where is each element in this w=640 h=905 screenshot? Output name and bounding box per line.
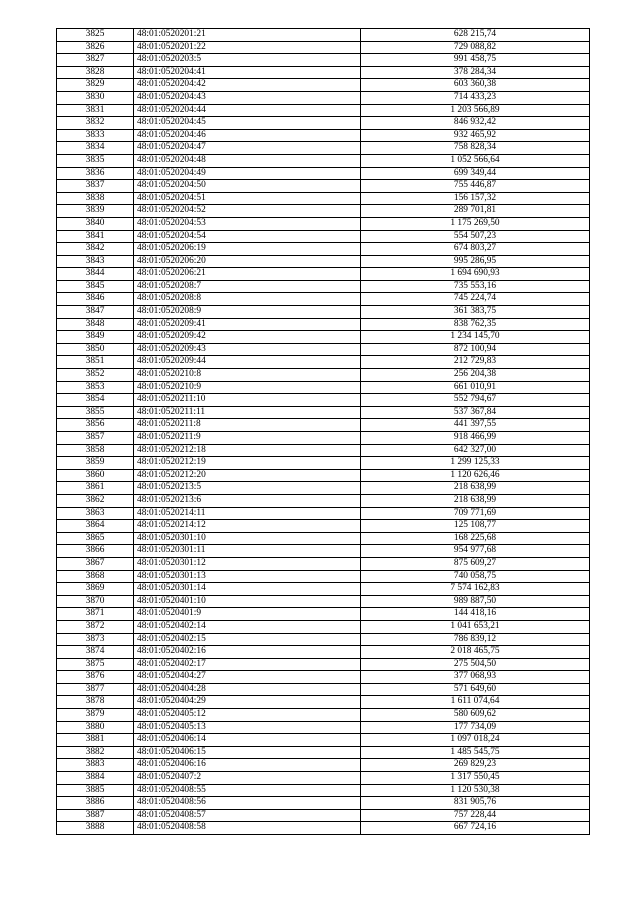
table-body xyxy=(57,29,590,835)
row-number-cell: 3847 xyxy=(57,306,134,319)
cadastral-number-cell: 48:01:0520301:14 xyxy=(134,583,361,596)
row-number-cell: 3873 xyxy=(57,633,134,646)
table-row xyxy=(57,646,590,659)
cadastral-value-cell: 758 828,34 xyxy=(361,142,590,155)
table-row xyxy=(57,41,590,54)
cadastral-value-cell: 218 638,99 xyxy=(361,482,590,495)
cadastral-number-cell: 48:01:0520211:9 xyxy=(134,432,361,445)
cadastral-number-cell: 48:01:0520204:53 xyxy=(134,217,361,230)
table-row xyxy=(57,759,590,772)
cadastral-value-cell: 377 068,93 xyxy=(361,671,590,684)
row-number-cell: 3882 xyxy=(57,746,134,759)
cadastral-number-cell: 48:01:0520402:17 xyxy=(134,658,361,671)
cadastral-value-cell: 603 360,38 xyxy=(361,79,590,92)
cadastral-value-cell: 1 097 018,24 xyxy=(361,734,590,747)
cadastral-value-cell: 441 397,55 xyxy=(361,419,590,432)
table-row xyxy=(57,557,590,570)
table-row xyxy=(57,595,590,608)
cadastral-number-cell: 48:01:0520214:12 xyxy=(134,520,361,533)
table-row xyxy=(57,54,590,67)
row-number-cell: 3830 xyxy=(57,91,134,104)
table-row xyxy=(57,772,590,785)
cadastral-number-cell: 48:01:0520204:44 xyxy=(134,104,361,117)
cadastral-number-cell: 48:01:0520405:13 xyxy=(134,721,361,734)
cadastral-value-cell: 212 729,83 xyxy=(361,356,590,369)
table-row xyxy=(57,369,590,382)
cadastral-number-cell: 48:01:0520402:15 xyxy=(134,633,361,646)
table-row xyxy=(57,469,590,482)
row-number-cell: 3835 xyxy=(57,154,134,167)
table-row xyxy=(57,104,590,117)
cadastral-number-cell: 48:01:0520208:8 xyxy=(134,293,361,306)
row-number-cell: 3866 xyxy=(57,545,134,558)
table-row xyxy=(57,29,590,42)
cadastral-number-cell: 48:01:0520408:58 xyxy=(134,822,361,835)
cadastral-value-cell: 177 734,09 xyxy=(361,721,590,734)
cadastral-value-cell: 699 349,44 xyxy=(361,167,590,180)
cadastral-value-cell: 714 433,23 xyxy=(361,91,590,104)
cadastral-number-cell: 48:01:0520211:10 xyxy=(134,394,361,407)
table-row xyxy=(57,746,590,759)
row-number-cell: 3869 xyxy=(57,583,134,596)
cadastral-value-cell: 995 286,95 xyxy=(361,255,590,268)
row-number-cell: 3856 xyxy=(57,419,134,432)
row-number-cell: 3834 xyxy=(57,142,134,155)
table-row xyxy=(57,293,590,306)
cadastral-number-cell: 48:01:0520204:46 xyxy=(134,129,361,142)
cadastral-number-cell: 48:01:0520209:44 xyxy=(134,356,361,369)
cadastral-value-cell: 218 638,99 xyxy=(361,494,590,507)
cadastral-value-cell: 1 052 566,64 xyxy=(361,154,590,167)
cadastral-number-cell: 48:01:0520211:11 xyxy=(134,406,361,419)
row-number-cell: 3849 xyxy=(57,331,134,344)
table-row xyxy=(57,268,590,281)
row-number-cell: 3888 xyxy=(57,822,134,835)
row-number-cell: 3837 xyxy=(57,180,134,193)
cadastral-value-cell: 757 228,44 xyxy=(361,809,590,822)
cadastral-value-cell: 289 701,81 xyxy=(361,205,590,218)
cadastral-number-cell: 48:01:0520301:13 xyxy=(134,570,361,583)
cadastral-value-cell: 1 175 269,50 xyxy=(361,217,590,230)
cadastral-value-cell: 1 611 074,64 xyxy=(361,696,590,709)
cadastral-number-cell: 48:01:0520206:21 xyxy=(134,268,361,281)
cadastral-number-cell: 48:01:0520401:10 xyxy=(134,595,361,608)
table-row xyxy=(57,66,590,79)
table-row xyxy=(57,318,590,331)
cadastral-value-cell: 932 465,92 xyxy=(361,129,590,142)
table-row xyxy=(57,117,590,130)
table-row xyxy=(57,217,590,230)
cadastral-value-cell: 872 100,94 xyxy=(361,343,590,356)
table-row xyxy=(57,620,590,633)
cadastral-value-cell: 745 224,74 xyxy=(361,293,590,306)
row-number-cell: 3862 xyxy=(57,494,134,507)
cadastral-number-cell: 48:01:0520204:48 xyxy=(134,154,361,167)
table-row xyxy=(57,444,590,457)
table-row xyxy=(57,180,590,193)
row-number-cell: 3876 xyxy=(57,671,134,684)
table-row xyxy=(57,381,590,394)
row-number-cell: 3836 xyxy=(57,167,134,180)
cadastral-number-cell: 48:01:0520404:27 xyxy=(134,671,361,684)
row-number-cell: 3852 xyxy=(57,369,134,382)
table-row xyxy=(57,154,590,167)
row-number-cell: 3850 xyxy=(57,343,134,356)
table-row xyxy=(57,797,590,810)
cadastral-value-cell: 1 120 626,46 xyxy=(361,469,590,482)
table-row xyxy=(57,696,590,709)
cadastral-number-cell: 48:01:0520407:2 xyxy=(134,772,361,785)
cadastral-number-cell: 48:01:0520301:10 xyxy=(134,532,361,545)
cadastral-number-cell: 48:01:0520404:28 xyxy=(134,683,361,696)
table-row xyxy=(57,545,590,558)
row-number-cell: 3826 xyxy=(57,41,134,54)
cadastral-number-cell: 48:01:0520204:42 xyxy=(134,79,361,92)
table-row xyxy=(57,507,590,520)
cadastral-number-cell: 48:01:0520406:16 xyxy=(134,759,361,772)
table-row xyxy=(57,230,590,243)
cadastral-value-cell: 1 234 145,70 xyxy=(361,331,590,344)
row-number-cell: 3827 xyxy=(57,54,134,67)
table-row xyxy=(57,255,590,268)
cadastral-number-cell: 48:01:0520402:14 xyxy=(134,620,361,633)
cadastral-number-cell: 48:01:0520408:55 xyxy=(134,784,361,797)
cadastral-value-cell: 642 327,00 xyxy=(361,444,590,457)
row-number-cell: 3840 xyxy=(57,217,134,230)
cadastral-number-cell: 48:01:0520402:16 xyxy=(134,646,361,659)
row-number-cell: 3832 xyxy=(57,117,134,130)
table-row xyxy=(57,394,590,407)
cadastral-number-cell: 48:01:0520408:56 xyxy=(134,797,361,810)
cadastral-value-cell: 552 794,67 xyxy=(361,394,590,407)
row-number-cell: 3839 xyxy=(57,205,134,218)
row-number-cell: 3848 xyxy=(57,318,134,331)
cadastral-value-cell: 1 317 550,45 xyxy=(361,772,590,785)
cadastral-number-cell: 48:01:0520408:57 xyxy=(134,809,361,822)
cadastral-number-cell: 48:01:0520401:9 xyxy=(134,608,361,621)
cadastral-number-cell: 48:01:0520208:7 xyxy=(134,280,361,293)
cadastral-number-cell: 48:01:0520212:18 xyxy=(134,444,361,457)
table-row xyxy=(57,91,590,104)
row-number-cell: 3833 xyxy=(57,129,134,142)
table-row xyxy=(57,683,590,696)
row-number-cell: 3854 xyxy=(57,394,134,407)
cadastral-number-cell: 48:01:0520204:50 xyxy=(134,180,361,193)
cadastral-value-cell: 667 724,16 xyxy=(361,822,590,835)
table-row xyxy=(57,419,590,432)
cadastral-value-cell: 831 905,76 xyxy=(361,797,590,810)
row-number-cell: 3879 xyxy=(57,709,134,722)
table-row xyxy=(57,432,590,445)
row-number-cell: 3886 xyxy=(57,797,134,810)
cadastral-number-cell: 48:01:0520214:11 xyxy=(134,507,361,520)
table-row xyxy=(57,734,590,747)
cadastral-number-cell: 48:01:0520201:22 xyxy=(134,41,361,54)
row-number-cell: 3860 xyxy=(57,469,134,482)
cadastral-value-cell: 838 762,35 xyxy=(361,318,590,331)
cadastral-value-cell: 709 771,69 xyxy=(361,507,590,520)
table-row xyxy=(57,784,590,797)
row-number-cell: 3855 xyxy=(57,406,134,419)
cadastral-value-cell: 628 215,74 xyxy=(361,29,590,42)
table-row xyxy=(57,520,590,533)
table-row xyxy=(57,205,590,218)
row-number-cell: 3843 xyxy=(57,255,134,268)
cadastral-number-cell: 48:01:0520204:45 xyxy=(134,117,361,130)
table-row xyxy=(57,583,590,596)
cadastral-value-cell: 735 553,16 xyxy=(361,280,590,293)
table-row xyxy=(57,356,590,369)
cadastral-number-cell: 48:01:0520211:8 xyxy=(134,419,361,432)
cadastral-value-cell: 661 010,91 xyxy=(361,381,590,394)
row-number-cell: 3829 xyxy=(57,79,134,92)
cadastral-number-cell: 48:01:0520406:15 xyxy=(134,746,361,759)
row-number-cell: 3885 xyxy=(57,784,134,797)
cadastral-number-cell: 48:01:0520212:20 xyxy=(134,469,361,482)
row-number-cell: 3831 xyxy=(57,104,134,117)
row-number-cell: 3863 xyxy=(57,507,134,520)
row-number-cell: 3878 xyxy=(57,696,134,709)
cadastral-number-cell: 48:01:0520405:12 xyxy=(134,709,361,722)
row-number-cell: 3844 xyxy=(57,268,134,281)
cadastral-value-cell: 1 120 530,38 xyxy=(361,784,590,797)
table-row xyxy=(57,192,590,205)
cadastral-value-cell: 1 041 653,21 xyxy=(361,620,590,633)
cadastral-number-cell: 48:01:0520204:49 xyxy=(134,167,361,180)
cadastral-value-cell: 7 574 162,83 xyxy=(361,583,590,596)
row-number-cell: 3881 xyxy=(57,734,134,747)
row-number-cell: 3871 xyxy=(57,608,134,621)
cadastral-number-cell: 48:01:0520210:8 xyxy=(134,369,361,382)
row-number-cell: 3825 xyxy=(57,29,134,42)
cadastral-value-cell: 537 367,84 xyxy=(361,406,590,419)
cadastral-value-cell: 755 446,87 xyxy=(361,180,590,193)
row-number-cell: 3828 xyxy=(57,66,134,79)
row-number-cell: 3884 xyxy=(57,772,134,785)
table-row xyxy=(57,608,590,621)
cadastral-value-cell: 275 504,50 xyxy=(361,658,590,671)
cadastral-value-cell: 846 932,42 xyxy=(361,117,590,130)
cadastral-number-cell: 48:01:0520210:9 xyxy=(134,381,361,394)
cadastral-value-cell: 918 466,99 xyxy=(361,432,590,445)
cadastral-value-cell: 729 088,82 xyxy=(361,41,590,54)
table-row xyxy=(57,129,590,142)
row-number-cell: 3874 xyxy=(57,646,134,659)
cadastral-number-cell: 48:01:0520203:5 xyxy=(134,54,361,67)
table-row xyxy=(57,243,590,256)
table-row xyxy=(57,809,590,822)
cadastral-number-cell: 48:01:0520208:9 xyxy=(134,306,361,319)
table-row xyxy=(57,280,590,293)
row-number-cell: 3857 xyxy=(57,432,134,445)
table-row xyxy=(57,570,590,583)
row-number-cell: 3872 xyxy=(57,620,134,633)
cadastral-number-cell: 48:01:0520204:52 xyxy=(134,205,361,218)
cadastral-value-cell: 571 649,60 xyxy=(361,683,590,696)
table-row xyxy=(57,482,590,495)
row-number-cell: 3870 xyxy=(57,595,134,608)
table-row xyxy=(57,306,590,319)
table-row xyxy=(57,457,590,470)
table-row xyxy=(57,167,590,180)
row-number-cell: 3845 xyxy=(57,280,134,293)
row-number-cell: 3853 xyxy=(57,381,134,394)
cadastral-value-cell: 361 383,75 xyxy=(361,306,590,319)
cadastral-value-cell: 875 609,27 xyxy=(361,557,590,570)
cadastral-value-cell: 125 108,77 xyxy=(361,520,590,533)
cadastral-value-cell: 168 225,68 xyxy=(361,532,590,545)
row-number-cell: 3842 xyxy=(57,243,134,256)
cadastral-number-cell: 48:01:0520204:43 xyxy=(134,91,361,104)
cadastral-number-cell: 48:01:0520204:41 xyxy=(134,66,361,79)
cadastral-number-cell: 48:01:0520213:6 xyxy=(134,494,361,507)
row-number-cell: 3841 xyxy=(57,230,134,243)
cadastral-value-cell: 1 203 566,89 xyxy=(361,104,590,117)
table-row xyxy=(57,532,590,545)
cadastral-value-cell: 1 299 125,33 xyxy=(361,457,590,470)
cadastral-number-cell: 48:01:0520212:19 xyxy=(134,457,361,470)
cadastral-value-cell: 740 058,75 xyxy=(361,570,590,583)
row-number-cell: 3868 xyxy=(57,570,134,583)
row-number-cell: 3883 xyxy=(57,759,134,772)
cadastral-value-cell: 256 204,38 xyxy=(361,369,590,382)
table-row xyxy=(57,721,590,734)
cadastral-number-cell: 48:01:0520404:29 xyxy=(134,696,361,709)
cadastral-value-cell: 1 485 545,75 xyxy=(361,746,590,759)
cadastral-number-cell: 48:01:0520213:5 xyxy=(134,482,361,495)
cadastral-number-cell: 48:01:0520201:21 xyxy=(134,29,361,42)
cadastral-value-cell: 1 694 690,93 xyxy=(361,268,590,281)
cadastral-value-cell: 786 839,12 xyxy=(361,633,590,646)
cadastral-value-cell: 991 458,75 xyxy=(361,54,590,67)
table-row xyxy=(57,406,590,419)
row-number-cell: 3851 xyxy=(57,356,134,369)
cadastral-number-cell: 48:01:0520204:51 xyxy=(134,192,361,205)
cadastral-value-table xyxy=(56,28,590,835)
cadastral-number-cell: 48:01:0520209:43 xyxy=(134,343,361,356)
cadastral-value-cell: 580 609,62 xyxy=(361,709,590,722)
cadastral-value-cell: 144 418,16 xyxy=(361,608,590,621)
table-row xyxy=(57,658,590,671)
cadastral-value-cell: 989 887,50 xyxy=(361,595,590,608)
cadastral-value-cell: 269 829,23 xyxy=(361,759,590,772)
table-row xyxy=(57,343,590,356)
cadastral-value-cell: 378 284,34 xyxy=(361,66,590,79)
row-number-cell: 3859 xyxy=(57,457,134,470)
table-row xyxy=(57,494,590,507)
cadastral-number-cell: 48:01:0520206:19 xyxy=(134,243,361,256)
cadastral-value-cell: 2 018 465,75 xyxy=(361,646,590,659)
row-number-cell: 3867 xyxy=(57,557,134,570)
row-number-cell: 3861 xyxy=(57,482,134,495)
cadastral-number-cell: 48:01:0520209:41 xyxy=(134,318,361,331)
row-number-cell: 3838 xyxy=(57,192,134,205)
row-number-cell: 3877 xyxy=(57,683,134,696)
cadastral-number-cell: 48:01:0520406:14 xyxy=(134,734,361,747)
cadastral-number-cell: 48:01:0520204:54 xyxy=(134,230,361,243)
row-number-cell: 3880 xyxy=(57,721,134,734)
cadastral-number-cell: 48:01:0520209:42 xyxy=(134,331,361,344)
row-number-cell: 3858 xyxy=(57,444,134,457)
table-row xyxy=(57,822,590,835)
cadastral-value-cell: 156 157,32 xyxy=(361,192,590,205)
cadastral-number-cell: 48:01:0520206:20 xyxy=(134,255,361,268)
table-row xyxy=(57,671,590,684)
table-row xyxy=(57,79,590,92)
table-row xyxy=(57,142,590,155)
cadastral-number-cell: 48:01:0520301:12 xyxy=(134,557,361,570)
cadastral-value-cell: 954 977,68 xyxy=(361,545,590,558)
row-number-cell: 3887 xyxy=(57,809,134,822)
cadastral-number-cell: 48:01:0520204:47 xyxy=(134,142,361,155)
table-row xyxy=(57,709,590,722)
row-number-cell: 3875 xyxy=(57,658,134,671)
row-number-cell: 3846 xyxy=(57,293,134,306)
cadastral-number-cell: 48:01:0520301:11 xyxy=(134,545,361,558)
cadastral-value-cell: 554 507,23 xyxy=(361,230,590,243)
cadastral-value-cell: 674 803,27 xyxy=(361,243,590,256)
table-row xyxy=(57,633,590,646)
row-number-cell: 3865 xyxy=(57,532,134,545)
row-number-cell: 3864 xyxy=(57,520,134,533)
table-row xyxy=(57,331,590,344)
